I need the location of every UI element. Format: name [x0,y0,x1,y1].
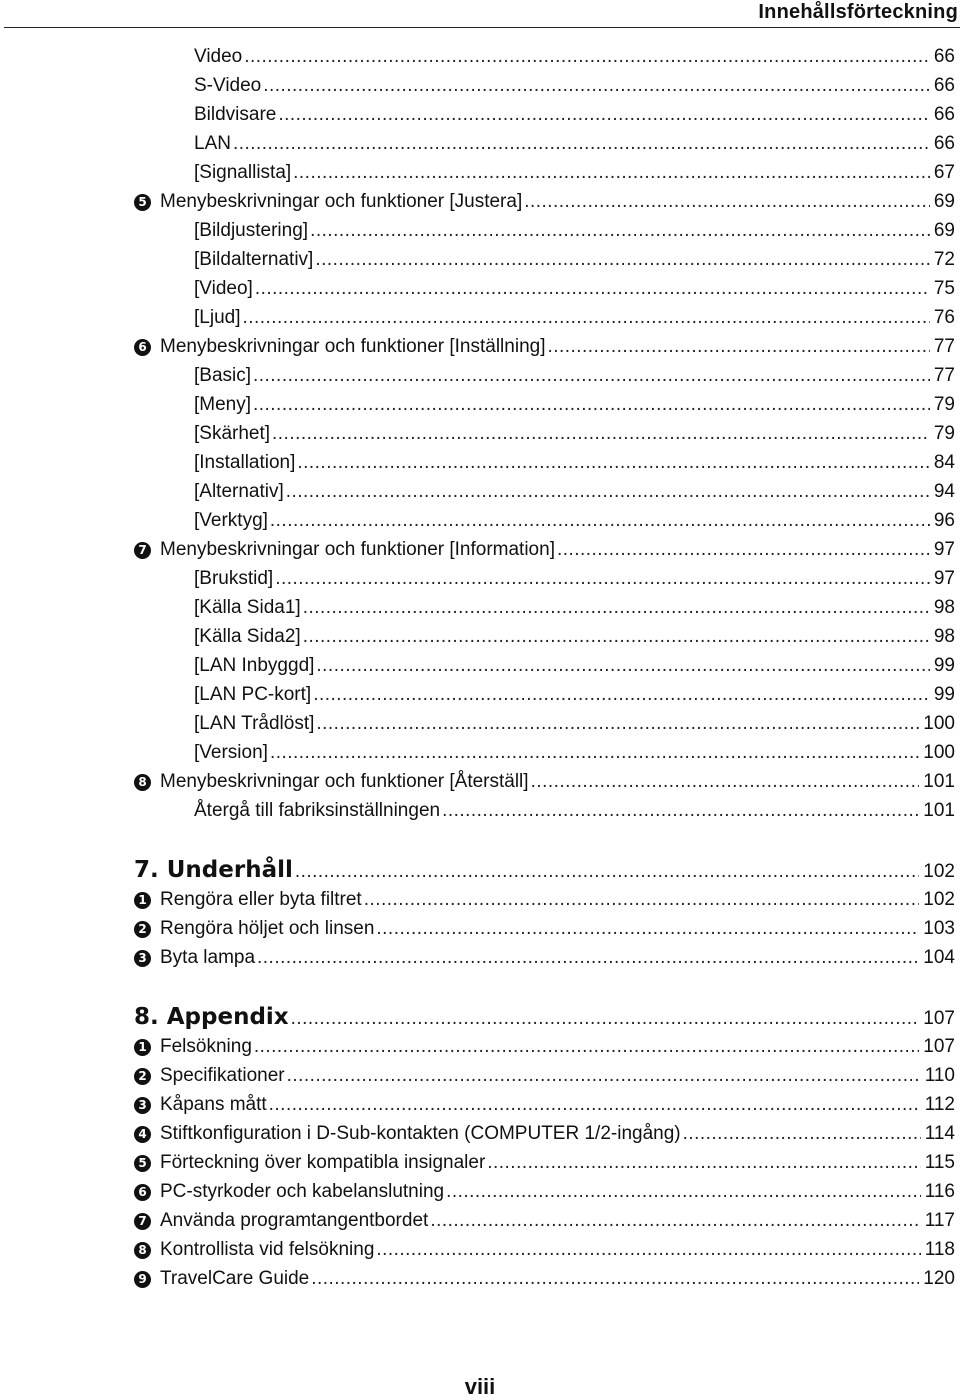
dot-leader [254,1034,919,1060]
toc-entry-page: 103 [923,918,955,939]
toc-entry-label: Kåpans mått [160,1094,267,1115]
dot-leader [303,595,930,621]
toc-entry[interactable] [0,44,955,70]
dot-leader [376,916,919,942]
number-bullet-icon: 3 [134,1097,151,1114]
number-bullet-icon: 3 [134,950,151,967]
dot-leader [547,334,929,360]
toc-entry-page: 101 [923,800,955,821]
toc-entry-page: 67 [933,162,955,183]
toc-entry-page: 110 [924,1065,955,1086]
toc-entry[interactable] [0,682,955,708]
toc-entry[interactable] [0,1179,955,1205]
toc-entry-page: 66 [933,133,955,154]
toc-entry[interactable] [0,653,955,679]
toc-entry[interactable] [0,508,955,534]
toc-entry-label: Förteckning över kompatibla insignaler [160,1152,486,1173]
toc-entry-label: Återgå till fabriksinställningen [194,800,441,821]
toc-entry-label: Använda programtangentbordet [160,1210,429,1231]
number-bullet-icon: 8 [134,1242,151,1259]
toc-entry-label: [Installation] [194,452,296,473]
toc-entry[interactable] [0,247,955,273]
toc-entry[interactable] [0,450,955,476]
toc-entry[interactable] [0,537,955,563]
toc-entry-label: Rengöra eller byta filtret [160,889,362,910]
toc-entry-page: 94 [933,481,955,502]
header-rule [4,27,960,28]
toc-entry[interactable] [0,624,955,650]
toc-entry-label: [Källa Sida1] [194,597,301,618]
dot-leader [376,1237,920,1263]
toc-entry-page: 72 [933,249,955,270]
number-bullet-icon: 6 [134,339,151,356]
toc-entry-label: [Version] [194,742,268,763]
toc-entry-label: Menybeskrivningar och funktioner [Information] [160,539,555,560]
toc-entry-page: 114 [924,1123,955,1144]
dot-leader [310,218,930,244]
toc-entry-page: 102 [923,889,955,910]
toc-entry[interactable] [0,1121,955,1147]
toc-entry-page: 107 [923,1008,955,1029]
toc-entry[interactable] [0,1266,955,1292]
toc-entry-page: 79 [933,394,955,415]
toc-entry-page: 112 [924,1094,955,1115]
toc-entry-label: [Brukstid] [194,568,274,589]
dot-leader [430,1208,920,1234]
toc-entry-page: 98 [933,626,955,647]
toc-entry-label: LAN [194,133,231,154]
toc-entry-page: 101 [923,771,955,792]
toc-entry-label: [LAN PC-kort] [194,684,312,705]
dot-leader [253,392,930,418]
toc-entry-label: [Basic] [194,365,252,386]
dot-leader [315,247,930,273]
dot-leader [311,1266,919,1292]
toc-entry[interactable] [0,1063,955,1089]
toc-entry-page: 118 [924,1239,955,1260]
dot-leader [286,479,930,505]
toc-entry-label: Rengöra höljet och linsen [160,918,375,939]
toc-entry-page: 79 [933,423,955,444]
toc-entry-label: [Meny] [194,394,252,415]
toc-entry[interactable] [0,189,955,215]
toc-entry[interactable] [0,769,955,795]
toc-chapter-entry[interactable] [0,1001,955,1033]
toc-entry-page: 120 [923,1268,955,1289]
toc-entry-page: 66 [933,75,955,96]
toc-entry[interactable] [0,421,955,447]
toc-entry-label: [Bildalternativ] [194,249,314,270]
dot-leader [316,711,919,737]
toc-entry[interactable] [0,566,955,592]
page-number: viii [464,1374,496,1399]
dot-leader [278,102,929,128]
dot-leader [316,653,929,679]
toc-entry[interactable] [0,1208,955,1234]
toc-entry-label: Byta lampa [160,947,256,968]
page-header [0,0,960,28]
toc-entry-label: Kontrollista vid felsökning [160,1239,375,1260]
toc-entry[interactable] [0,479,955,505]
toc-entry-label: [Signallista] [194,162,292,183]
toc-entry-label: [Skärhet] [194,423,271,444]
toc-entry-label: 8. Appendix [134,1004,289,1030]
toc-entry-page: 76 [933,307,955,328]
dot-leader [287,1063,921,1089]
dot-leader [263,73,930,99]
number-bullet-icon: 5 [134,194,151,211]
toc-entry-page: 115 [924,1152,955,1173]
toc-entry[interactable] [0,740,955,766]
toc-entry[interactable] [0,363,955,389]
toc-entry-page: 98 [933,597,955,618]
number-bullet-icon: 2 [134,1068,151,1085]
dot-leader [253,363,930,389]
dot-leader [303,624,930,650]
dot-leader [244,44,930,70]
toc-entry-label: PC-styrkoder och kabelanslutning [160,1181,445,1202]
toc-entry-page: 100 [923,713,955,734]
number-bullet-icon: 4 [134,1126,151,1143]
toc-entry-page: 117 [924,1210,955,1231]
toc-entry-page: 99 [933,684,955,705]
toc-entry-label: Menybeskrivningar och funktioner [Justera] [160,191,523,212]
toc-entry[interactable] [0,945,955,971]
toc-chapter-entry[interactable] [0,854,955,886]
toc-entry[interactable] [0,595,955,621]
toc-entry-page: 97 [933,568,955,589]
toc-entry-page: 107 [923,1036,955,1057]
toc-entry-page: 102 [923,861,955,882]
toc-entry-page: 69 [933,191,955,212]
number-bullet-icon: 8 [134,774,151,791]
number-bullet-icon: 1 [134,892,151,909]
toc-entry[interactable] [0,711,955,737]
toc-entry[interactable] [0,798,955,824]
dot-leader [446,1179,921,1205]
dot-leader [269,1092,921,1118]
toc-entry[interactable] [0,131,955,157]
toc-entry-label: Bildvisare [194,104,277,125]
toc-entry[interactable] [0,1150,955,1176]
toc-entry-page: 96 [933,510,955,531]
toc-entry[interactable] [0,305,955,331]
toc-entry-page: 69 [933,220,955,241]
toc-entry[interactable] [0,73,955,99]
dot-leader [233,131,930,157]
toc-entry-label: [Bildjustering] [194,220,309,241]
number-bullet-icon: 5 [134,1155,151,1172]
toc-entry[interactable] [0,218,955,244]
toc-entry-page: 77 [933,336,955,357]
toc-entry[interactable] [0,1237,955,1263]
toc-entry-label: 7. Underhåll [134,857,293,883]
dot-leader [270,740,919,766]
number-bullet-icon: 1 [134,1039,151,1056]
dot-leader [242,305,929,331]
toc-entry-label: TravelCare Guide [160,1268,310,1289]
toc-entry[interactable] [0,916,955,942]
toc-entry-label: Felsökning [160,1036,252,1057]
toc-entry-page: 84 [933,452,955,473]
toc-entry-page: 77 [933,365,955,386]
toc-entry-page: 66 [933,104,955,125]
number-bullet-icon: 7 [134,1213,151,1230]
toc-entry[interactable] [0,1092,955,1118]
toc-entry-label: [LAN Inbyggd] [194,655,315,676]
toc-entry-label: [Ljud] [194,307,241,328]
toc-entry-label: [LAN Trådlöst] [194,713,315,734]
toc-entry-label: [Källa Sida2] [194,626,301,647]
toc-entry-label: Video [194,46,243,67]
dot-leader [531,769,920,795]
toc-entry-page: 75 [933,278,955,299]
dot-leader [524,189,930,215]
dot-leader [557,537,930,563]
dot-leader [442,798,919,824]
toc-entry-label: [Video] [194,278,253,299]
header-title: Innehållsförteckning [758,1,958,23]
number-bullet-icon: 6 [134,1184,151,1201]
toc-entry-label: Menybeskrivningar och funktioner [Inställning] [160,336,546,357]
dot-leader [297,450,929,476]
dot-leader [291,1003,920,1035]
dot-leader [313,682,930,708]
toc-entry-page: 104 [923,947,955,968]
toc-entry-label: Specifikationer [160,1065,285,1086]
dot-leader [293,160,930,186]
dot-leader [683,1121,921,1147]
number-bullet-icon: 2 [134,921,151,938]
toc-entry-page: 66 [933,46,955,67]
dot-leader [257,945,919,971]
toc-entry-label: [Alternativ] [194,481,284,502]
toc-entry[interactable] [0,276,955,302]
number-bullet-icon: 9 [134,1271,151,1288]
toc-entry[interactable] [0,1034,955,1060]
toc-entry-label: S-Video [194,75,262,96]
toc-entry-label: Menybeskrivningar och funktioner [Återställ] [160,771,529,792]
toc-entry-label: Stiftkonfiguration i D-Sub-kontakten (COMPUTER 1/2-ingång) [160,1123,681,1144]
dot-leader [275,566,930,592]
toc-entry-page: 116 [924,1181,955,1202]
toc-entry[interactable] [0,887,955,913]
number-bullet-icon: 7 [134,542,151,559]
dot-leader [487,1150,920,1176]
dot-leader [255,276,930,302]
toc-entry[interactable] [0,102,955,128]
toc-entry-page: 99 [933,655,955,676]
dot-leader [295,856,919,888]
toc-entry[interactable] [0,334,955,360]
dot-leader [364,887,920,913]
toc-entry-page: 97 [933,539,955,560]
toc-entry-label: [Verktyg] [194,510,268,531]
dot-leader [270,508,930,534]
dot-leader [272,421,930,447]
toc-entry-page: 100 [923,742,955,763]
toc-entry[interactable] [0,392,955,418]
toc-entry[interactable] [0,160,955,186]
